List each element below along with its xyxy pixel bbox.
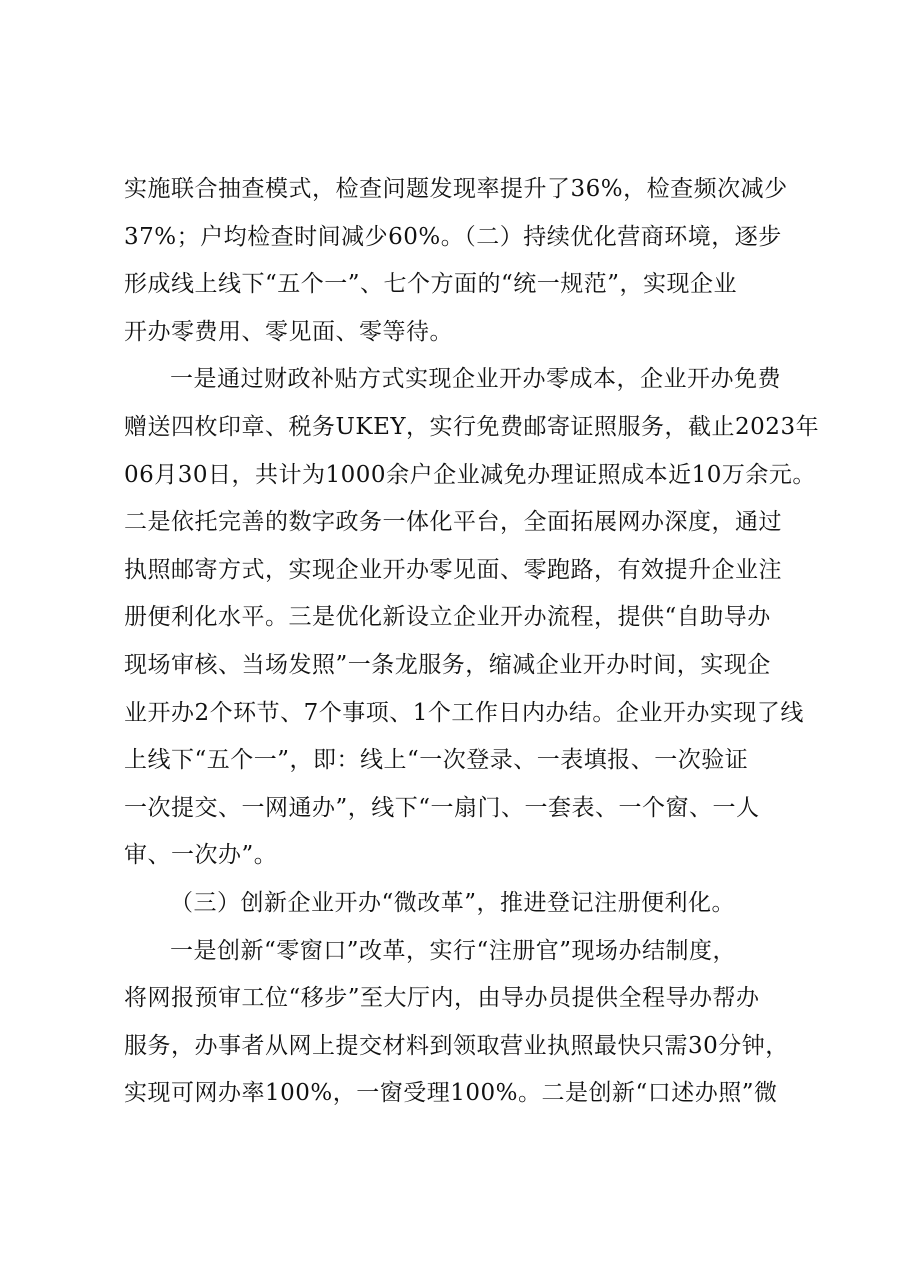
text-line-20: 实现可网办率100%，一窗受理100%。二是创新“口述办照”微 — [124, 1080, 778, 1107]
text-line-5: 一是通过财政补贴方式实现企业开办零成本，企业开办免费 — [170, 366, 781, 393]
text-line-13: 上线下“五个一”，即：线上“一次登录、一表填报、一次验证 — [124, 747, 749, 774]
document-body — [124, 166, 820, 1118]
text-line-2: 37%；户均检查时间减少60%。（二）持续优化营商环境，逐步 — [124, 223, 782, 250]
text-line-8: 二是依托完善的数字政务一体化平台，全面拓展网办深度，通过 — [124, 509, 782, 536]
text-line-10: 册便利化水平。三是优化新设立企业开办流程，提供“自助导办 — [124, 604, 771, 631]
text-line-16: （三）创新企业开办“微改革”，推进登记注册便利化。 — [170, 889, 736, 916]
text-line-9: 执照邮寄方式，实现企业开办零见面、零跑路，有效提升企业注 — [124, 556, 782, 583]
text-line-18: 将网报预审工位“移步”至大厅内，由导办员提供全程导办帮办 — [124, 985, 760, 1012]
text-line-14: 一次提交、一网通办”，线下“一扇门、一套表、一个窗、一人 — [124, 794, 760, 821]
text-line-11: 现场审核、当场发照”一条龙服务，缩减企业开办时间，实现企 — [124, 651, 771, 678]
text-line-6: 赠送四枚印章、税务UKEY，实行免费邮寄证照服务，截止2023年 — [124, 413, 820, 440]
text-line-19: 服务，办事者从网上提交材料到领取营业执照最快只需30分钟， — [124, 1032, 789, 1059]
text-line-17: 一是创新“零窗口”改革，实行“注册官”现场办结制度， — [170, 937, 737, 964]
text-line-3: 形成线上线下“五个一”、七个方面的“统一规范”，实现企业 — [124, 271, 738, 298]
text-line-1: 实施联合抽查模式，检查问题发现率提升了36%，检查频次减少 — [124, 176, 788, 202]
text-line-4: 开办零费用、零见面、零等待。 — [124, 318, 453, 345]
text-line-7: 06月30日，共计为1000余户企业减免办理证照成本近10万余元。 — [124, 461, 816, 488]
text-line-12: 业开办2个环节、7个事项、1个工作日内办结。企业开办实现了线 — [124, 699, 804, 726]
text-line-15: 审、一次办”。 — [124, 842, 278, 869]
